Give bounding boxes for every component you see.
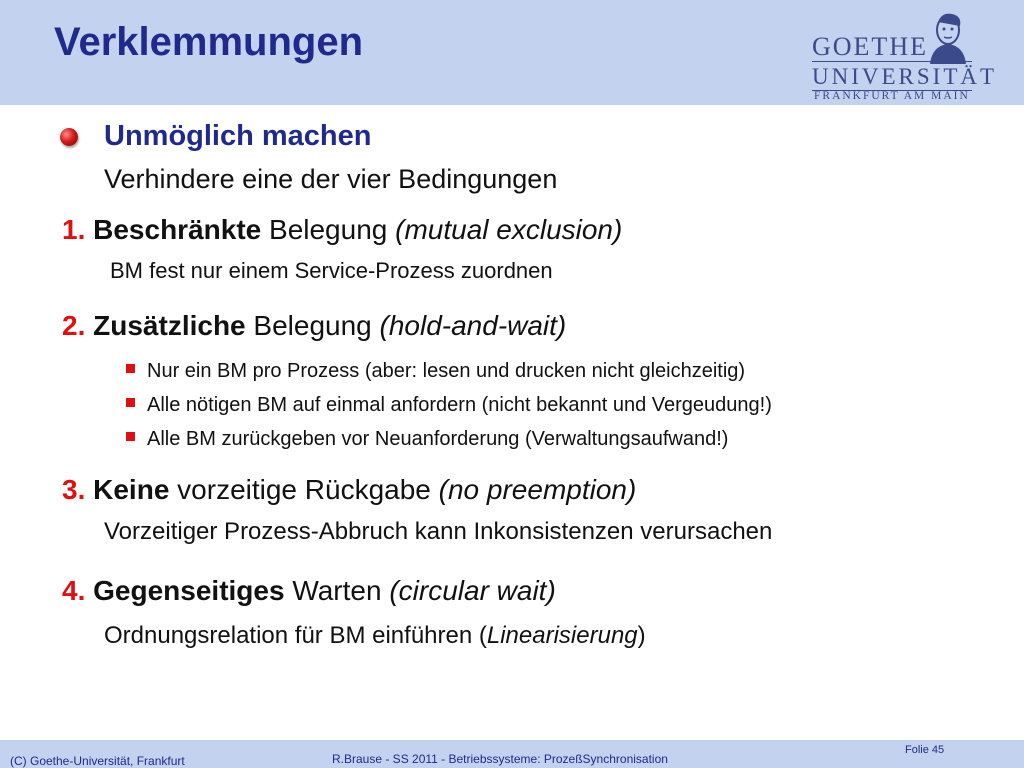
logo-text-frankfurt: FRANKFURT AM MAIN — [814, 90, 970, 102]
item-bold: Beschränkte — [93, 214, 262, 245]
item-bold: Zusätzliche — [93, 310, 246, 341]
red-ball-bullet-icon — [60, 128, 78, 146]
sub-bullet-text: Nur ein BM pro Prozess (aber: lesen und drucken nicht gleichzeitig) — [147, 360, 746, 382]
sub-bullet-text: Alle nötigen BM auf einmal anfordern (nicht bekannt und Vergeudung!) — [147, 394, 772, 416]
condition-item-1 — [62, 214, 622, 246]
item-english: (no preemption) — [438, 474, 637, 505]
item-text: Belegung — [261, 214, 396, 245]
item-english: (mutual exclusion) — [395, 214, 623, 245]
item-bold: Keine — [93, 474, 170, 505]
sub-bullet — [126, 360, 745, 383]
detail-text: ) — [637, 622, 646, 649]
detail-italic: Linearisierung — [486, 622, 638, 649]
slide-title: Verklemmungen — [54, 20, 364, 64]
item-english: (circular wait) — [389, 575, 556, 606]
footer-copyright: (C) Goethe-Universität, Frankfurt — [10, 754, 185, 768]
sub-bullet — [126, 394, 772, 417]
slide-footer — [0, 740, 1024, 768]
condition-item-3 — [62, 474, 636, 506]
item-bold: Gegenseitiges — [93, 575, 285, 606]
footer-slide-number: Folie 45 — [905, 744, 945, 756]
sub-bullet-text: Alle BM zurückgeben vor Neuanforderung (Verwaltungsaufwand!) — [147, 428, 729, 450]
footer-course: R.Brause - SS 2011 - Betriebssysteme: ProzeßSynchronisation — [332, 752, 668, 766]
logo-text-universitaet: UNIVERSITÄT — [812, 64, 998, 89]
condition-detail-3: Vorzeitiger Prozess-Abbruch kann Inkonsistenzen verursachen — [104, 518, 773, 545]
item-text: vorzeitige Rückgabe — [169, 474, 439, 505]
section-heading: Unmöglich machen — [104, 120, 372, 152]
item-number: 2. — [62, 310, 86, 341]
item-text: Belegung — [245, 310, 380, 341]
item-english: (hold-and-wait) — [379, 310, 567, 341]
condition-item-4 — [62, 575, 556, 607]
red-square-bullet-icon — [126, 364, 135, 373]
logo-text-goethe: GOETHE — [812, 32, 928, 61]
item-number: 4. — [62, 575, 86, 606]
red-square-bullet-icon — [126, 398, 135, 407]
red-square-bullet-icon — [126, 432, 135, 441]
section-subheading: Verhindere eine der vier Bedingungen — [104, 164, 558, 194]
detail-text: Ordnungsrelation für BM einführen ( — [104, 622, 487, 649]
item-number: 1. — [62, 214, 86, 245]
item-number: 3. — [62, 474, 86, 505]
condition-item-2 — [62, 310, 566, 342]
condition-detail-4 — [104, 622, 646, 650]
sub-bullet — [126, 428, 728, 451]
condition-detail-1: BM fest nur einem Service-Prozess zuordnen — [110, 258, 553, 283]
item-text: Warten — [284, 575, 390, 606]
